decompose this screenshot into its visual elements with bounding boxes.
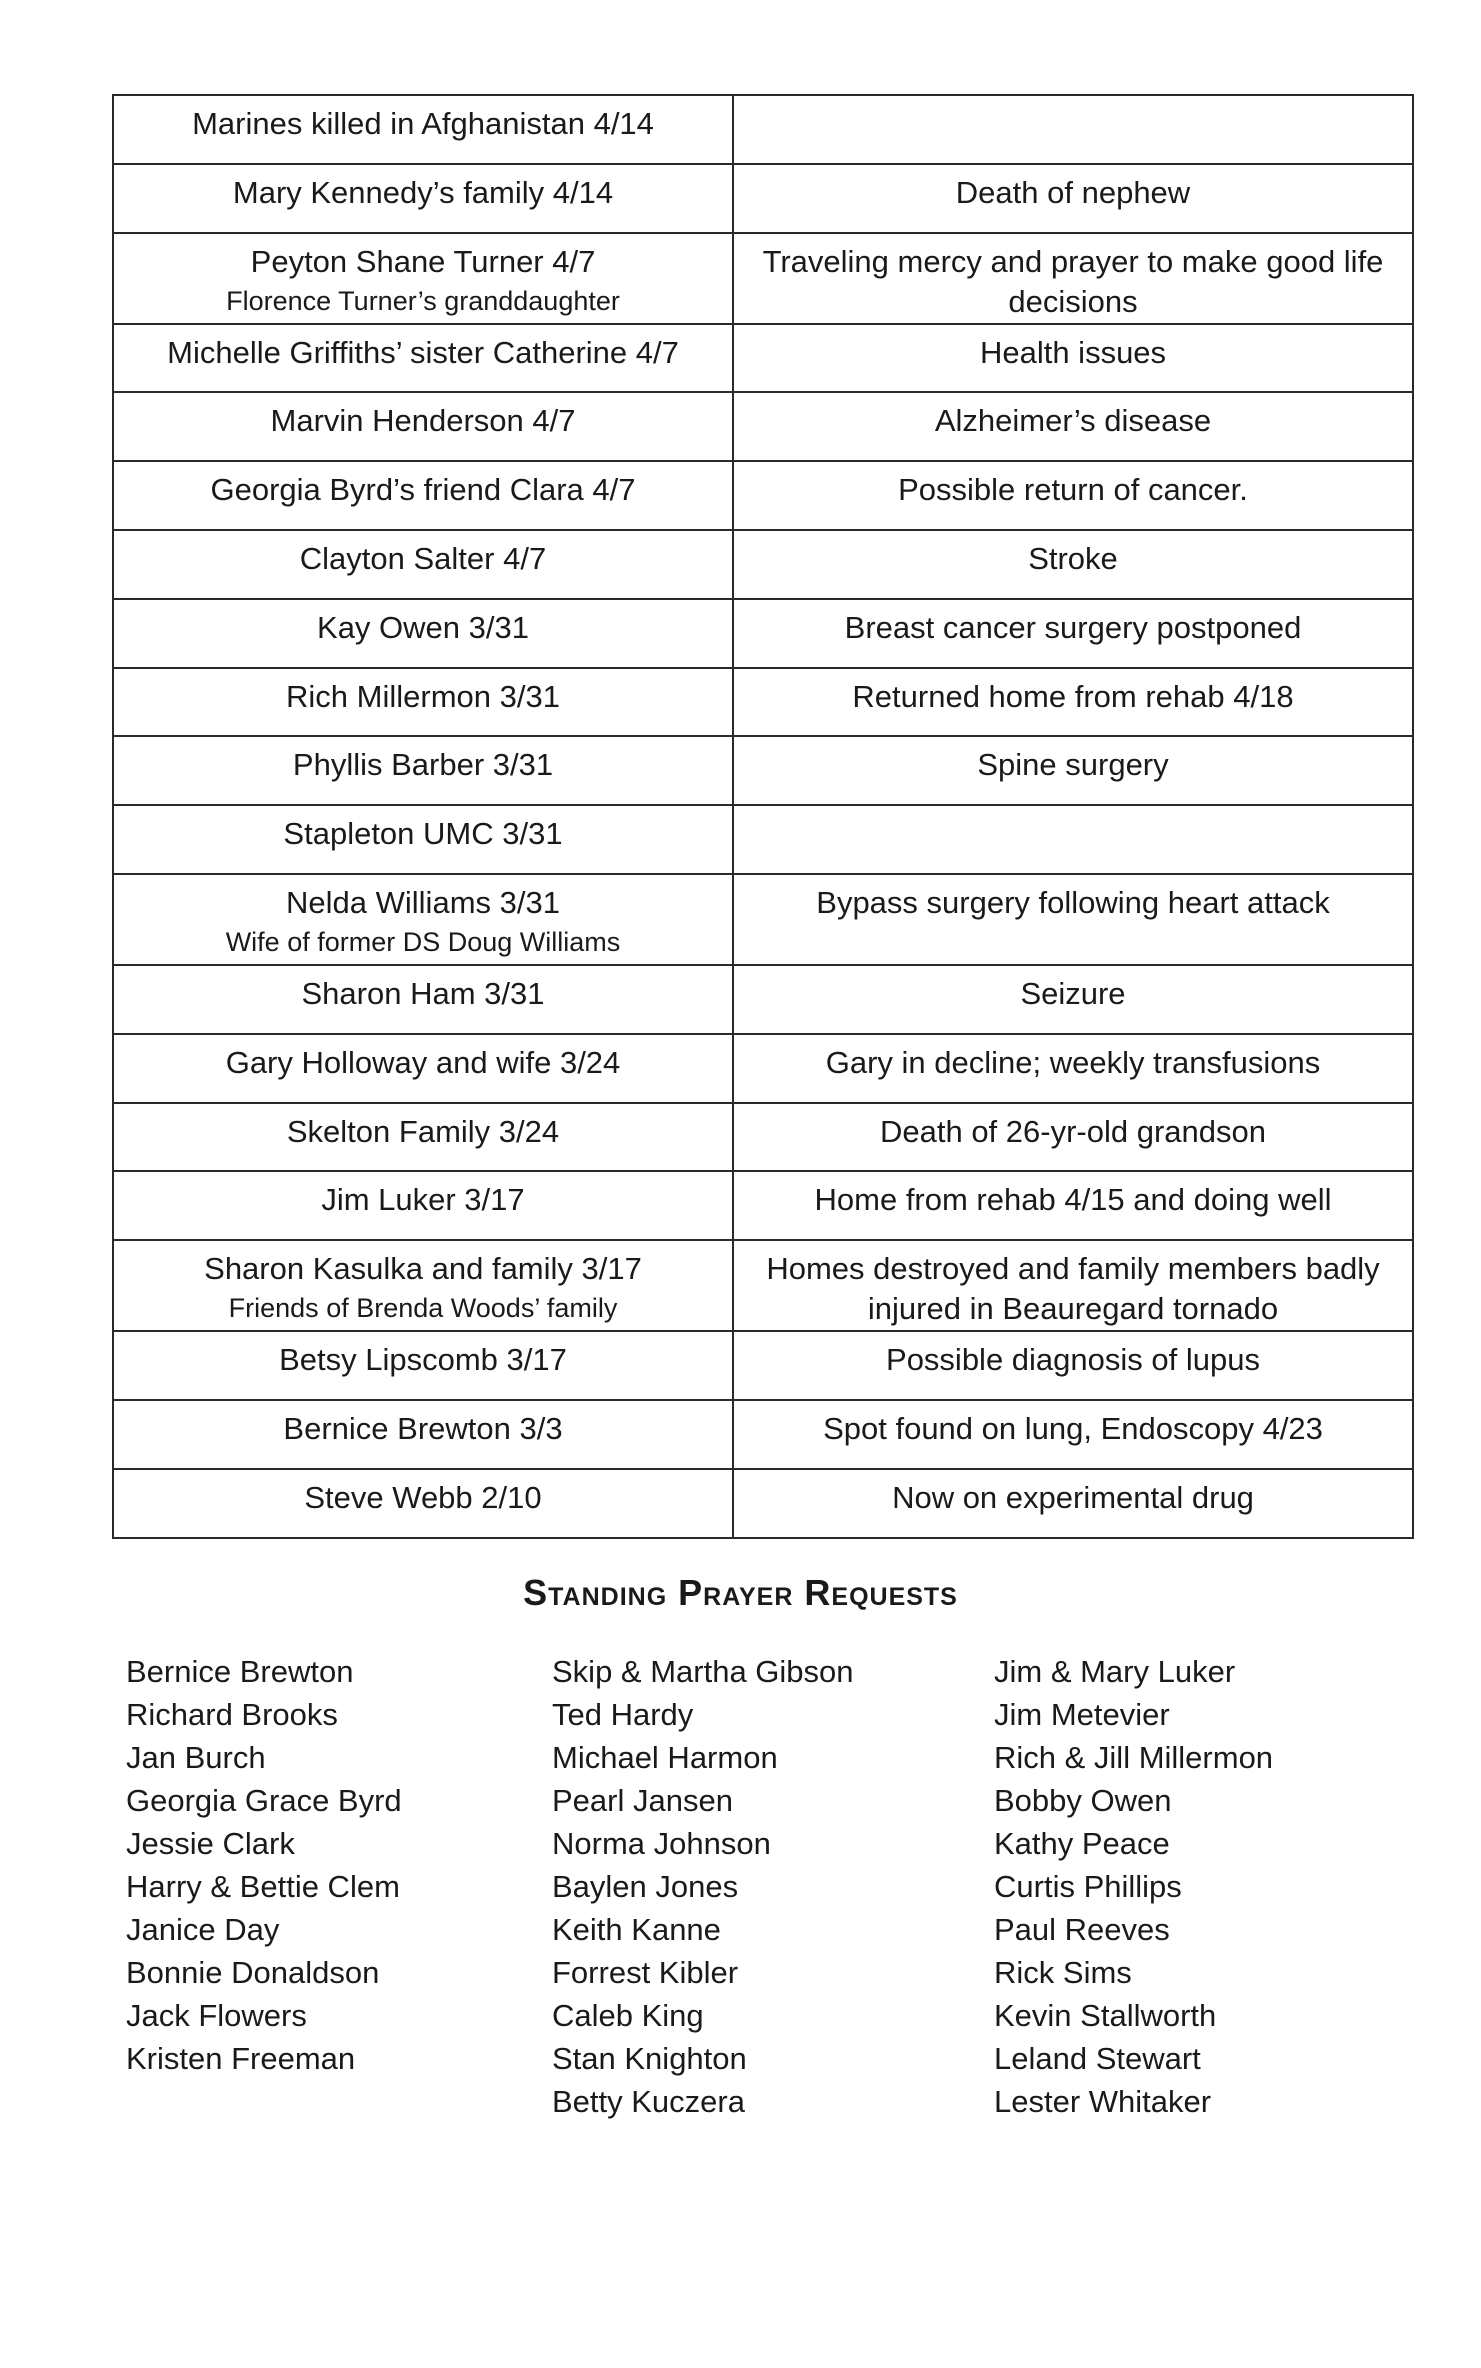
prayer-name-cell [113,1400,733,1469]
prayer-name-cell [113,530,733,599]
prayer-name: Phyllis Barber 3/31 [292,747,554,783]
table-row [113,95,1413,164]
standing-request-name: Janice Day [126,1912,280,1947]
prayer-request-text: Homes destroyed and family members badly injured in Beauregard tornado [766,1251,1380,1327]
prayer-name-cell [113,965,733,1034]
prayer-request-text: Breast cancer surgery postponed [844,609,1302,645]
standing-list-column-2 [552,1650,854,2123]
prayer-name: Rich Millermon 3/31 [286,678,560,714]
prayer-request-cell [733,324,1413,393]
prayer-name: Sharon Kasulka and family 3/17 [204,1251,642,1287]
prayer-request-table [112,94,1414,1539]
standing-request-name: Kristen Freeman [126,2041,356,2076]
prayer-request-text: Health issues [979,334,1167,370]
prayer-request-cell [733,668,1413,737]
prayer-name: Marvin Henderson 4/7 [270,403,576,439]
prayer-name: Nelda Williams 3/31 [286,884,560,920]
prayer-name-cell [113,461,733,530]
prayer-name-cell [113,1331,733,1400]
prayer-request-cell [733,874,1413,965]
standing-request-name: Harry & Bettie Clem [126,1869,400,1904]
prayer-name-cell [113,1171,733,1240]
prayer-relation-note: Florence Turner’s granddaughter [226,285,620,316]
prayer-request-text: Now on experimental drug [892,1479,1254,1515]
prayer-request-cell [733,1034,1413,1103]
prayer-name: Gary Holloway and wife 3/24 [225,1044,621,1080]
table-row [113,1171,1413,1240]
prayer-request-cell [733,164,1413,233]
standing-request-name: Skip & Martha Gibson [552,1654,854,1689]
standing-request-name: Jim Metevier [994,1697,1170,1732]
standing-request-name: Bernice Brewton [126,1654,354,1689]
prayer-name: Kay Owen 3/31 [317,609,529,645]
prayer-request-text: Traveling mercy and prayer to make good life decisions [762,243,1384,319]
prayer-name: Stapleton UMC 3/31 [283,816,563,852]
table-row [113,599,1413,668]
standing-request-name: Bobby Owen [994,1783,1172,1818]
prayer-name: Sharon Ham 3/31 [301,975,545,1011]
prayer-name-cell [113,874,733,965]
prayer-request-text: Home from rehab 4/15 and doing well [814,1182,1332,1218]
standing-request-name: Jack Flowers [126,1998,307,2033]
standing-request-name: Rich & Jill Millermon [994,1740,1274,1775]
prayer-name: Clayton Salter 4/7 [299,540,547,576]
prayer-request-text: Alzheimer’s disease [934,403,1212,439]
prayer-name-cell [113,1240,733,1331]
prayer-name-cell [113,324,733,393]
prayer-name-cell [113,805,733,874]
prayer-request-text: Possible diagnosis of lupus [886,1342,1260,1378]
prayer-request-cell [733,805,1413,874]
prayer-table-body [113,95,1413,1538]
prayer-request-cell [733,1469,1413,1538]
table-row [113,233,1413,324]
prayer-request-text: Spot found on lung, Endoscopy 4/23 [823,1410,1323,1446]
prayer-request-cell [733,1171,1413,1240]
standing-list-column-3 [994,1650,1273,2123]
table-row [113,1240,1413,1331]
prayer-request-text: Gary in decline; weekly transfusions [825,1044,1321,1080]
standing-request-name: Kathy Peace [994,1826,1170,1861]
prayer-name: Steve Webb 2/10 [304,1479,542,1515]
standing-request-name: Stan Knighton [552,2041,747,2076]
standing-request-name: Leland Stewart [994,2041,1201,2076]
standing-request-name: Kevin Stallworth [994,1998,1217,2033]
table-row [113,1331,1413,1400]
prayer-name-cell [113,392,733,461]
prayer-name: Marines killed in Afghanistan 4/14 [192,106,654,141]
prayer-name-cell [113,233,733,324]
prayer-request-text: Death of nephew [955,174,1191,210]
standing-request-name: Norma Johnson [552,1826,771,1861]
prayer-relation-note: Wife of former DS Doug Williams [225,926,621,957]
prayer-request-text: Stroke [1028,540,1118,576]
standing-request-name: Bonnie Donaldson [126,1955,380,1990]
prayer-name-cell [113,1103,733,1172]
prayer-request-cell [733,95,1413,164]
standing-request-name: Rick Sims [994,1955,1132,1990]
prayer-request-cell [733,392,1413,461]
prayer-name-cell [113,599,733,668]
prayer-request-cell [733,461,1413,530]
standing-request-name: Keith Kanne [552,1912,721,1947]
standing-request-name: Paul Reeves [994,1912,1170,1947]
prayer-request-text: Spine surgery [977,747,1169,783]
table-row [113,1034,1413,1103]
standing-request-name: Pearl Jansen [552,1783,733,1818]
table-row [113,805,1413,874]
table-row [113,392,1413,461]
standing-request-name: Betty Kuczera [552,2084,745,2119]
prayer-request-text: Returned home from rehab 4/18 [852,678,1294,714]
table-row [113,736,1413,805]
prayer-relation-note: Friends of Brenda Woods’ family [228,1293,618,1324]
standing-request-name: Jan Burch [126,1740,266,1775]
prayer-name: Jim Luker 3/17 [321,1182,525,1218]
prayer-name-cell [113,1469,733,1538]
prayer-name: Bernice Brewton 3/3 [283,1410,563,1446]
standing-request-name: Forrest Kibler [552,1955,739,1990]
standing-request-name: Jessie Clark [126,1826,295,1861]
prayer-request-text: Seizure [1020,975,1126,1011]
standing-request-name: Georgia Grace Byrd [126,1783,402,1818]
prayer-request-cell [733,1240,1413,1331]
prayer-name: Skelton Family 3/24 [286,1113,560,1149]
standing-request-name: Caleb King [552,1998,704,2033]
prayer-name-cell [113,164,733,233]
prayer-request-text: Death of 26-yr-old grandson [879,1113,1266,1149]
prayer-request-cell [733,1400,1413,1469]
standing-request-name: Richard Brooks [126,1697,338,1732]
table-row [113,164,1413,233]
table-row [113,1400,1413,1469]
standing-requests-title: Standing Prayer Requests [523,1572,958,1613]
table-row [113,965,1413,1034]
prayer-request-cell [733,1103,1413,1172]
prayer-name: Michelle Griffiths’ sister Catherine 4/7 [167,334,679,370]
standing-request-name: Ted Hardy [552,1697,694,1732]
standing-request-name: Jim & Mary Luker [994,1654,1236,1689]
table-row [113,461,1413,530]
prayer-request-cell [733,736,1413,805]
prayer-name-cell [113,95,733,164]
prayer-request-text: Possible return of cancer. [898,472,1248,508]
prayer-name: Georgia Byrd’s friend Clara 4/7 [210,472,636,508]
standing-request-name: Lester Whitaker [994,2084,1212,2119]
standing-list-column-1 [126,1650,402,2080]
prayer-request-cell [733,965,1413,1034]
prayer-request-text: Bypass surgery following heart attack [816,884,1330,920]
standing-request-name: Curtis Phillips [994,1869,1182,1904]
prayer-name: Peyton Shane Turner 4/7 [250,243,596,279]
table-row [113,1469,1413,1538]
table-row [113,668,1413,737]
standing-request-name: Michael Harmon [552,1740,778,1775]
prayer-name-cell [113,736,733,805]
table-row [113,1103,1413,1172]
prayer-name: Mary Kennedy’s family 4/14 [232,174,614,210]
prayer-request-cell [733,1331,1413,1400]
prayer-name-cell [113,668,733,737]
table-row [113,530,1413,599]
prayer-name: Betsy Lipscomb 3/17 [279,1342,567,1378]
prayer-request-cell [733,599,1413,668]
prayer-request-cell [733,233,1413,324]
table-row [113,324,1413,393]
prayer-name-cell [113,1034,733,1103]
table-row [113,874,1413,965]
prayer-request-cell [733,530,1413,599]
standing-request-name: Baylen Jones [552,1869,739,1904]
